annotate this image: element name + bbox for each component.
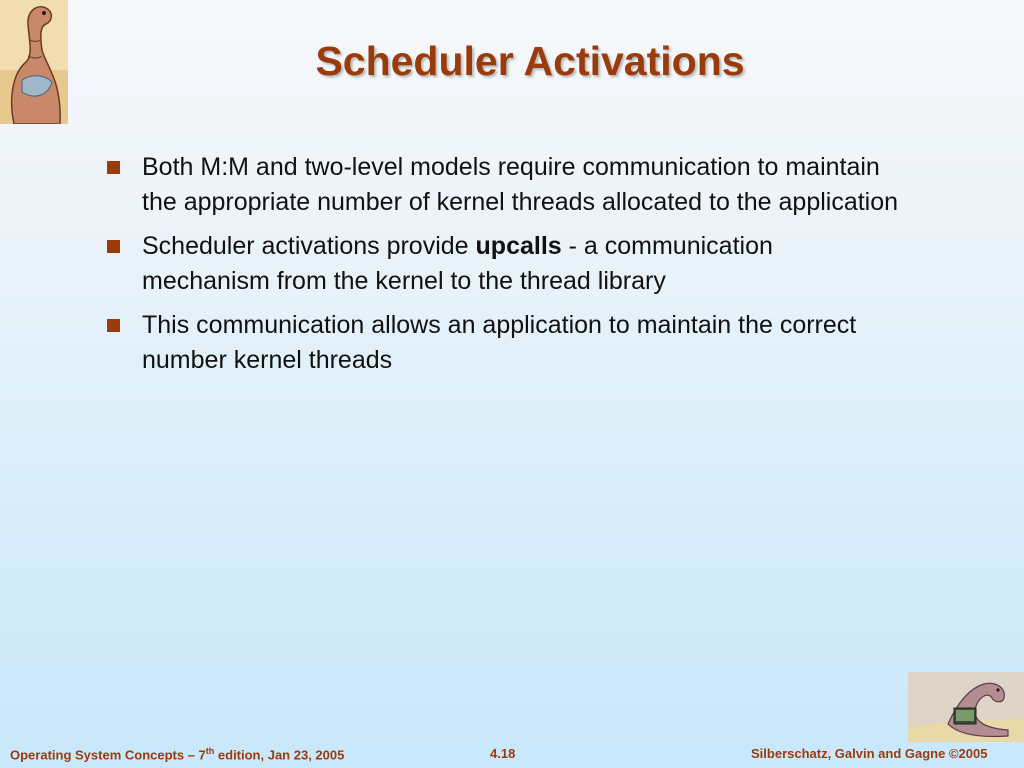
footer-copyright: Silberschatz, Galvin and Gagne ©2005 <box>751 746 988 761</box>
bullet-list <box>104 150 904 387</box>
footer-left-post: edition, Jan 23, 2005 <box>214 747 345 763</box>
slide-title: Scheduler Activations <box>315 38 745 84</box>
footer-left-sup: th <box>205 746 215 756</box>
bullet-text: This communication allows an application to maintain the correct number kernel threads <box>142 311 857 374</box>
bullet-item <box>104 308 904 377</box>
footer-course-info <box>10 746 344 762</box>
bullet-square-icon <box>107 161 120 174</box>
bullet-square-icon <box>107 319 120 332</box>
dinosaur-laptop-logo <box>908 672 1024 742</box>
bullet-item <box>104 229 904 298</box>
bullet-text: Both M:M and two-level models require communication to maintain the appropriate number of kernel threads allocated to the application <box>142 153 899 216</box>
bullet-bold-term: upcalls <box>475 232 562 260</box>
bullet-text-pre: Scheduler activations provide <box>142 232 476 260</box>
bullet-item <box>104 150 904 219</box>
bullet-text-post: - a communication mechanism from the kernel to the thread library <box>142 232 773 295</box>
footer-left-pre: Operating System Concepts – 7 <box>10 747 206 763</box>
bullet-square-icon <box>107 240 120 253</box>
footer-page-number: 4.18 <box>490 746 516 761</box>
